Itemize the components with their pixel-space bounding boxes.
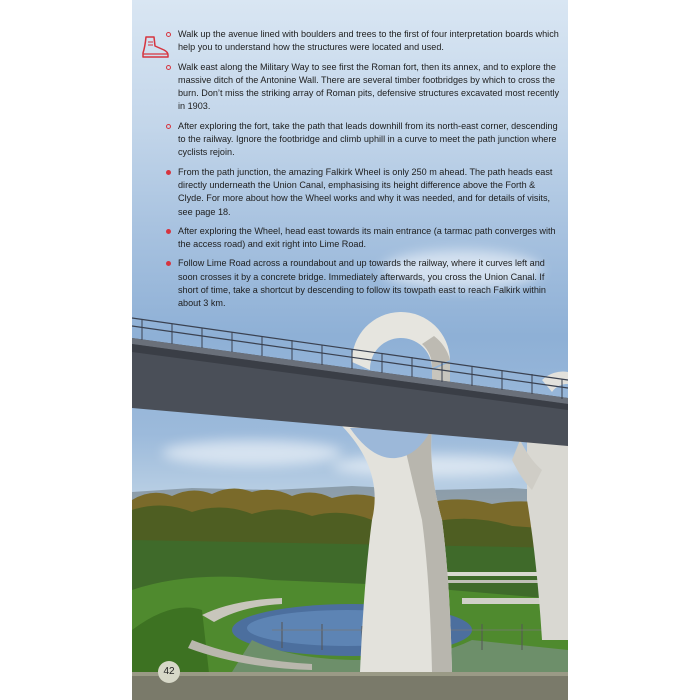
route-step-text: From the path junction, the amazing Falkirk Wheel is only 250 m ahead. The path heads east directly underneath the Union Canal, emphasising its height difference above the Forth & Clyde. For more about how the Wheel works and why it was needed, and for details of visits, see page 18. [178, 166, 553, 217]
route-step-text: After exploring the fort, take the path that leads downhill from its north-east corner, descending to the railway. Ignore the footbridge and climb uphill in a curve to meet the path junction where cyclists rejoin. [178, 120, 558, 158]
route-step [164, 61, 560, 114]
page-number: 42 [158, 661, 180, 683]
open-bullet-icon [166, 65, 171, 70]
route-step-text: Walk east along the Military Way to see first the Roman fort, then its annex, and to explore the massive ditch of the Antonine Wall. There are several timber footbridges by which to cross the burn. Don’t miss the striking array of Roman pits, defensive structures excavated most recently in 1903. [178, 61, 560, 112]
open-bullet-icon [166, 124, 171, 129]
open-bullet-icon [166, 32, 171, 37]
guidebook-page [132, 0, 568, 700]
route-step [164, 120, 560, 160]
filled-bullet-icon [166, 229, 171, 234]
filled-bullet-icon [166, 261, 171, 266]
route-step-text: Walk up the avenue lined with boulders and trees to the first of four interpretation boards which help you to understand how the structures were located and used. [178, 29, 559, 53]
filled-bullet-icon [166, 170, 171, 175]
route-directions [164, 28, 560, 317]
route-step [164, 28, 560, 55]
route-step [164, 257, 560, 310]
route-step-text: After exploring the Wheel, head east towards its main entrance (a tarmac path converges with the access road) and exit right into Lime Road. [178, 225, 556, 250]
route-step [164, 225, 560, 252]
route-step-text: Follow Lime Road across a roundabout and up towards the railway, where it curves left and soon crosses it by a concrete bridge. Immediately afterwards, you cross the Union Canal. If short of time, take a shortcut by descending to follow its towpath east to reach Falkirk within about 3 km. [178, 258, 546, 309]
route-step [164, 166, 560, 219]
